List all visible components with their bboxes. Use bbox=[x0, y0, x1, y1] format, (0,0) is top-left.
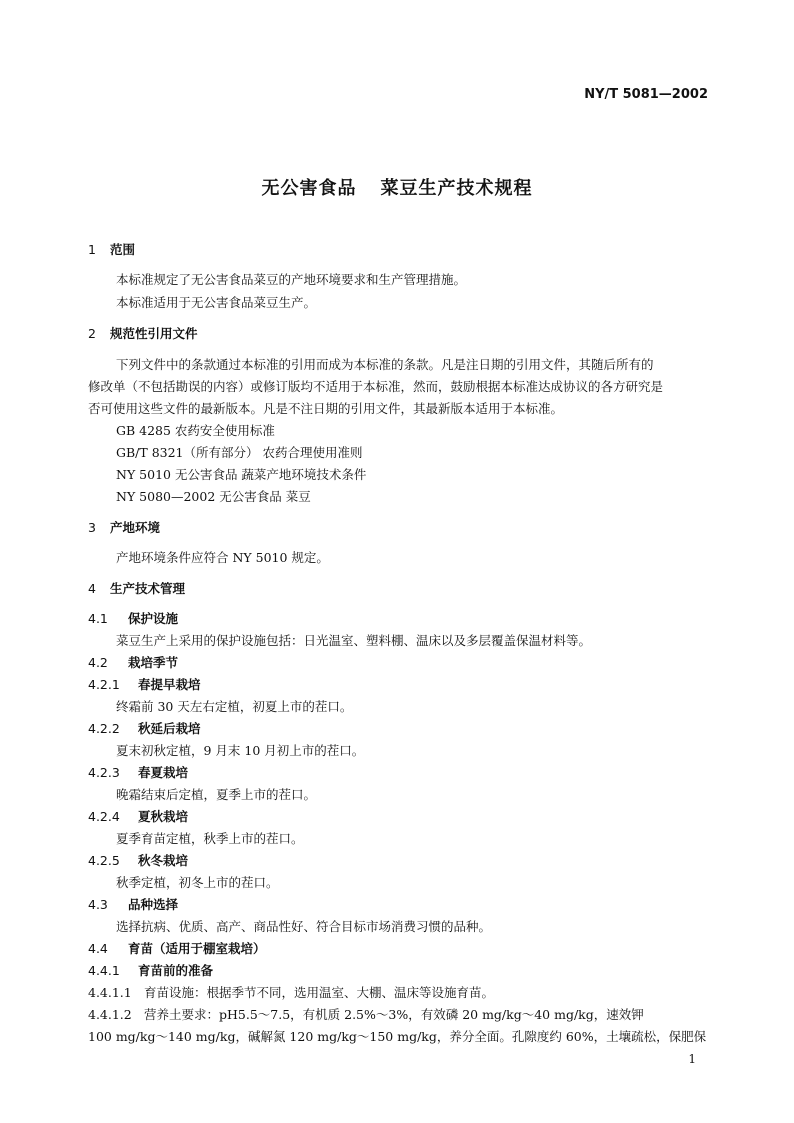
subsection-4-2-3-heading bbox=[88, 763, 188, 781]
subsection-4-3-heading bbox=[88, 895, 178, 913]
subsection-number: 4.4 bbox=[88, 941, 108, 956]
section-title: 生产技术管理 bbox=[110, 581, 186, 596]
section-title: 规范性引用文件 bbox=[110, 326, 198, 341]
clause-4-4-1-2 bbox=[88, 1005, 644, 1023]
title-part-2: 菜豆生产技术规程 bbox=[380, 178, 533, 199]
subsection-4-2-1-paragraph: 终霜前 30 天左右定植，初夏上市的茬口。 bbox=[116, 699, 353, 714]
clause-4-4-1-1 bbox=[88, 983, 494, 1001]
section-number: 2 bbox=[88, 326, 96, 341]
section-4-heading bbox=[88, 579, 185, 597]
subsection-4-4-heading bbox=[88, 939, 266, 957]
clause-text: 营养土要求：pH5.5～7.5，有机质 2.5%～3%，有效磷 20 mg/kg～40 mg/kg，速效钾 bbox=[144, 1007, 644, 1022]
subsection-4-2-4-paragraph: 夏季育苗定植，秋季上市的茬口。 bbox=[116, 831, 304, 846]
page-number: 1 bbox=[688, 1052, 696, 1066]
section-number: 4 bbox=[88, 581, 96, 596]
subsection-4-2-1-heading bbox=[88, 675, 201, 693]
section-number: 3 bbox=[88, 520, 96, 535]
clause-number: 4.4.1.1 bbox=[88, 985, 132, 1000]
section-3-paragraph: 产地环境条件应符合 NY 5010 规定。 bbox=[116, 550, 329, 565]
subsection-4-2-5-paragraph: 秋季定植，初冬上市的茬口。 bbox=[116, 875, 279, 890]
subsection-title: 春提早栽培 bbox=[138, 677, 201, 692]
subsection-4-2-2-paragraph: 夏末初秋定植，9 月末 10 月初上市的茬口。 bbox=[116, 743, 365, 758]
section-2-heading bbox=[88, 324, 198, 342]
section-3-heading bbox=[88, 518, 160, 536]
subsection-number: 4.1 bbox=[88, 611, 108, 626]
subsection-title: 秋冬栽培 bbox=[138, 853, 189, 868]
standard-code: NY/T 5081—2002 bbox=[584, 87, 708, 102]
subsection-title: 育苗（适用于棚室栽培） bbox=[128, 941, 266, 956]
section-2-paragraph-line: 否可使用这些文件的最新版本。凡是不注日期的引用文件，其最新版本适用于本标准。 bbox=[88, 401, 564, 416]
subsection-number: 4.2.4 bbox=[88, 809, 120, 824]
section-2-paragraph-line: 下列文件中的条款通过本标准的引用而成为本标准的条款。凡是注日期的引用文件，其随后所有的 bbox=[116, 357, 654, 372]
reference-item: GB/T 8321（所有部分） 农药合理使用准则 bbox=[116, 445, 363, 460]
section-number: 1 bbox=[88, 242, 96, 257]
subsection-title: 栽培季节 bbox=[128, 655, 179, 670]
subsection-number: 4.3 bbox=[88, 897, 108, 912]
subsection-number: 4.2 bbox=[88, 655, 108, 670]
subsection-4-2-3-paragraph: 晚霜结束后定植，夏季上市的茬口。 bbox=[116, 787, 317, 802]
reference-item: NY 5010 无公害食品 蔬菜产地环境技术条件 bbox=[116, 467, 367, 482]
clause-number: 4.4.1.2 bbox=[88, 1007, 132, 1022]
title-part-1: 无公害食品 bbox=[261, 178, 357, 199]
section-1-heading bbox=[88, 240, 135, 258]
subsection-4-2-2-heading bbox=[88, 719, 201, 737]
subsection-title: 育苗前的准备 bbox=[138, 963, 214, 978]
subsection-title: 秋延后栽培 bbox=[138, 721, 201, 736]
subsection-4-2-5-heading bbox=[88, 851, 188, 869]
subsection-title: 春夏栽培 bbox=[138, 765, 189, 780]
subsection-4-1-heading bbox=[88, 609, 178, 627]
reference-item: NY 5080—2002 无公害食品 菜豆 bbox=[116, 489, 311, 504]
subsection-4-2-heading bbox=[88, 653, 178, 671]
subsection-number: 4.2.2 bbox=[88, 721, 120, 736]
subsection-number: 4.2.3 bbox=[88, 765, 120, 780]
subsection-4-3-paragraph: 选择抗病、优质、高产、商品性好、符合目标市场消费习惯的品种。 bbox=[116, 919, 492, 934]
clause-text: 育苗设施：根据季节不同，选用温室、大棚、温床等设施育苗。 bbox=[144, 985, 495, 1000]
section-title: 产地环境 bbox=[110, 520, 161, 535]
section-title: 范围 bbox=[110, 242, 136, 257]
section-1-paragraph: 本标准适用于无公害食品菜豆生产。 bbox=[116, 295, 317, 310]
section-2-paragraph-line: 修改单（不包括勘误的内容）或修订版均不适用于本标准，然而，鼓励根据本标准达成协议的各方研究是 bbox=[88, 379, 664, 394]
subsection-number: 4.4.1 bbox=[88, 963, 120, 978]
subsection-number: 4.2.1 bbox=[88, 677, 120, 692]
subsection-title: 品种选择 bbox=[128, 897, 179, 912]
document-title bbox=[0, 174, 794, 200]
reference-item: GB 4285 农药安全使用标准 bbox=[116, 423, 275, 438]
subsection-title: 夏秋栽培 bbox=[138, 809, 189, 824]
section-1-paragraph: 本标准规定了无公害食品菜豆的产地环境要求和生产管理措施。 bbox=[116, 272, 467, 287]
subsection-title: 保护设施 bbox=[128, 611, 179, 626]
subsection-4-1-paragraph: 菜豆生产上采用的保护设施包括：日光温室、塑料棚、温床以及多层覆盖保温材料等。 bbox=[116, 633, 592, 648]
subsection-4-4-1-heading bbox=[88, 961, 213, 979]
clause-4-4-1-2-continuation: 100 mg/kg～140 mg/kg，碱解氮 120 mg/kg～150 mg/kg，养分全面。孔隙度约 60%，土壤疏松，保肥保 bbox=[88, 1029, 707, 1044]
subsection-number: 4.2.5 bbox=[88, 853, 120, 868]
subsection-4-2-4-heading bbox=[88, 807, 188, 825]
